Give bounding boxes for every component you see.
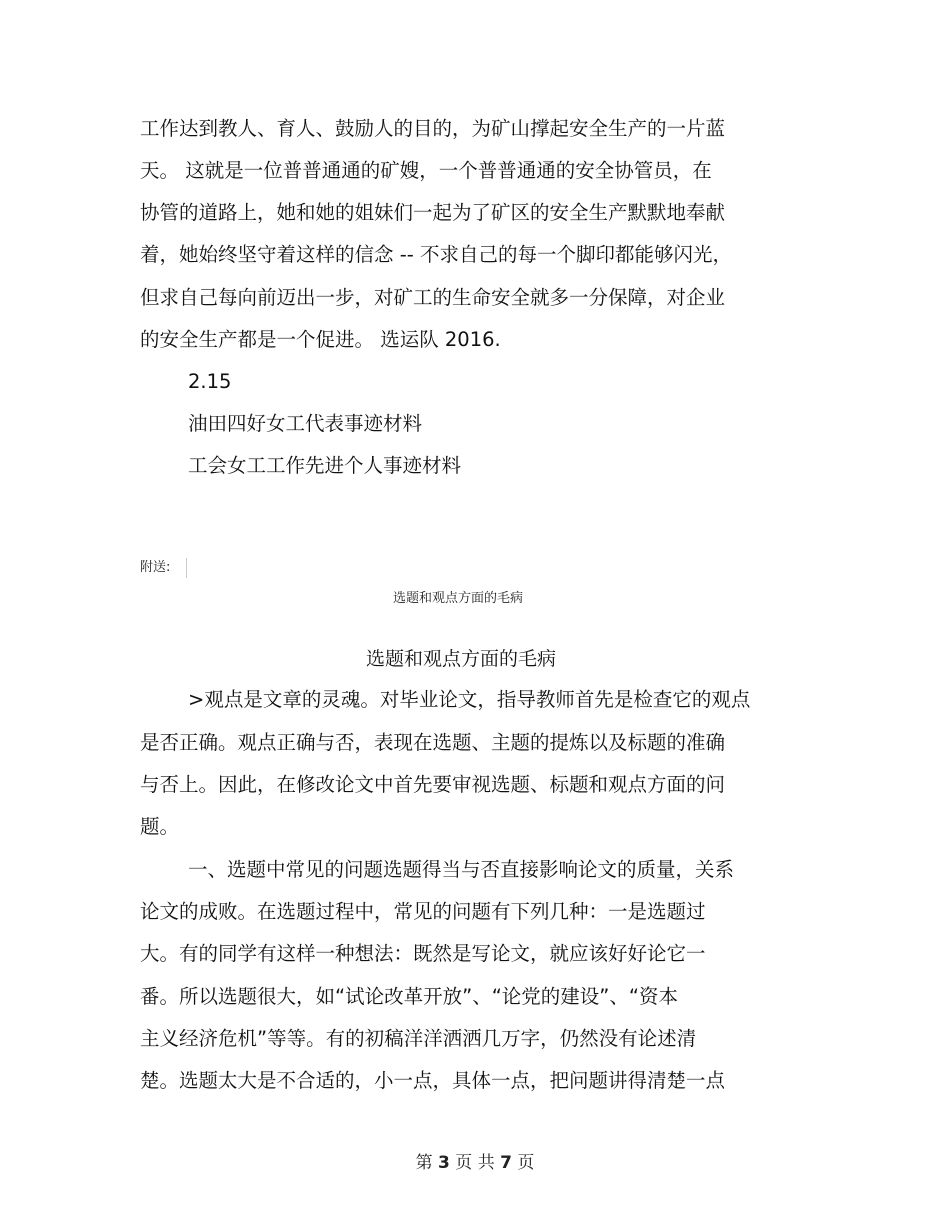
related-title-1: 油田四好女工代表事迹材料 <box>188 412 423 435</box>
body-line-5: 但求自己每向前迈出一步，对矿工的生命安全就多一分保障，对企业 <box>140 286 726 309</box>
footer-current-page: 3 <box>438 1153 450 1173</box>
body-line-4: 着，她始终坚守着这样的信念 -- 不求自己的每一个脚印都能够闪光， <box>140 243 732 266</box>
related-title-2: 工会女工工作先进个人事迹材料 <box>188 454 462 477</box>
body-line-6: 的安全生产都是一个促进。 选运队 2016. <box>140 328 501 351</box>
footer-total-pages: 7 <box>500 1153 512 1173</box>
paragraph-line-1: >观点是文章的灵魂。对毕业论文，指导教师首先是检查它的观点 <box>188 688 751 711</box>
paragraph-line-6: 论文的成败。在选题过程中，常见的问题有下列几种：一是选题过 <box>140 900 706 923</box>
footer-prefix: 第 <box>415 1153 433 1173</box>
paragraph-line-2: 是否正确。观点正确与否，表现在选题、主题的提炼以及标题的准确 <box>140 731 726 754</box>
paragraph-line-3: 与否上。因此，在修改论文中首先要审视选题、标题和观点方面的问 <box>140 773 726 796</box>
attachment-small-title: 选题和观点方面的毛病 <box>393 591 524 606</box>
section-title: 选题和观点方面的毛病 <box>366 648 557 670</box>
body-line-3: 协管的道路上，她和她的姐妹们一起为了矿区的安全生产默默地奉献 <box>140 201 726 224</box>
footer-suffix: 页 <box>517 1153 535 1173</box>
paragraph-line-5: 一、选题中常见的问题选题得当与否直接影响论文的质量，关系 <box>188 858 735 881</box>
divider <box>186 558 187 578</box>
body-line-1: 工作达到教人、育人、鼓励人的目的，为矿山撑起安全生产的一片蓝 <box>140 117 726 140</box>
date-line: 2.15 <box>188 370 232 393</box>
paragraph-line-10: 楚。选题太大是不合适的，小一点，具体一点，把问题讲得清楚一点 <box>140 1069 726 1092</box>
paragraph-line-4: 题。 <box>140 815 180 838</box>
page-footer <box>0 1152 950 1174</box>
paragraph-line-8: 番。所以选题很大，如“试论改革开放”、“论党的建设”、“资本 <box>140 985 679 1008</box>
attachment-label: 附送: <box>140 560 171 575</box>
footer-page-word: 页 <box>455 1153 473 1173</box>
paragraph-line-7: 大。有的同学有这样一种想法：既然是写论文，就应该好好论它一 <box>140 942 706 965</box>
body-line-2: 天。 这就是一位普普通通的矿嫂，一个普普通通的安全协管员，在 <box>140 159 712 182</box>
paragraph-line-9: 主义经济危机”等等。有的初稿洋洋洒洒几万字，仍然没有论述清 <box>140 1027 697 1050</box>
footer-total-word: 共 <box>477 1153 495 1173</box>
